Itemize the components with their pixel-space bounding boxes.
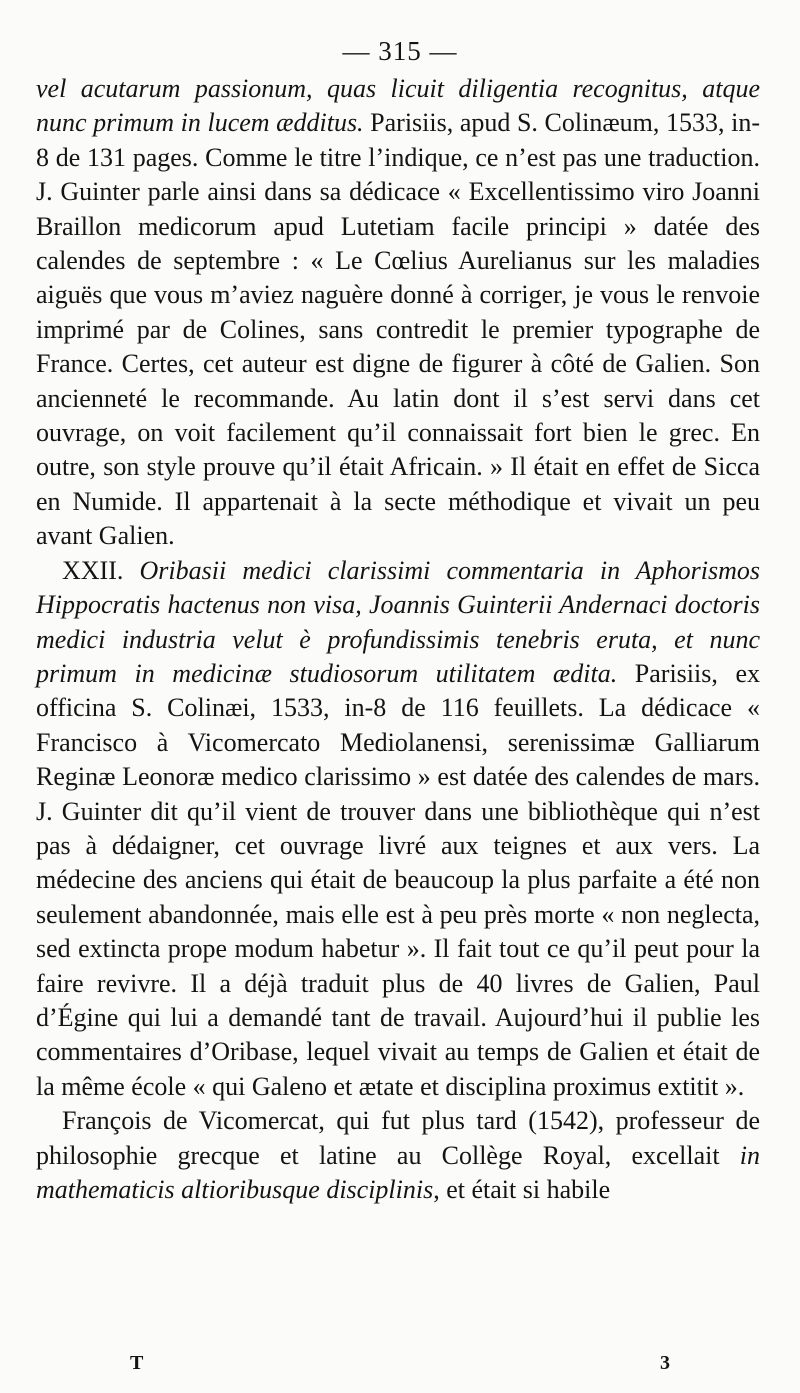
paragraph-oribasius xyxy=(36,554,760,1105)
entry-number: XXII. xyxy=(62,555,140,585)
paragraph-text: , et était si habile xyxy=(433,1175,611,1204)
latin-title-text: Oribasii medici clarissimi commentaria in Aphorismos Hippocratis hactenus non visa, Joannis Guinterii Andernaci doctoris medici industria velut è profundissimis tenebris eruta, et nunc primum in medicinæ studiosorum utilitatem ædita. xyxy=(36,555,760,688)
paragraph-text: Parisiis, ex officina S. Colinæi, 1533, in-8 de 116 feuillets. La dédicace « Francisco à Vicomercato Mediolanensi, serenissimæ Galliarum Reginæ Leonoræ medico clarissimo » est datée des calendes de mars. J. Guinter dit qu’il vient de trouver dans une bibliothèque qui n’est pas à dédaigner, cet ouvrage livré aux teignes et aux vers. La médecine des anciens qui était de beaucoup la plus parfaite a été non seulement abandonnée, mais elle est à peu près morte « non neglecta, sed extincta prope modum habetur ». Il fait tout ce qu’il peut pour la faire revivre. Il a déjà traduit plus de 40 livres de Galien, Paul d’Égine qui lui a demandé tant de travail. Aujourd’hui il publie les commentaires d’Oribase, lequel vivait au temps de Galien et était de la même école « qui Galeno et ætate et disciplina proximus extitit ». xyxy=(36,658,760,1101)
paragraph-coelius xyxy=(36,72,760,554)
latin-phrase-text: in mathematicis altioribusque disciplinis xyxy=(36,1140,760,1204)
body-text xyxy=(36,72,760,1207)
signature-mark-number: 3 xyxy=(660,1352,670,1374)
paragraph-vicomercat xyxy=(36,1104,760,1207)
latin-title-text: vel acutarum passionum, quas licuit diligentia recognitus, atque nunc primum in lucem ædditus. xyxy=(36,74,760,138)
page-number: — 315 — xyxy=(342,36,458,66)
paragraph-text: François de Vicomercat, qui fut plus tard (1542), professeur de philosophie grecque et latine au Collège Royal, excellait xyxy=(36,1106,760,1170)
paragraph-text: Parisiis, apud S. Colinæum, 1533, in-8 de 131 pages. Comme le titre l’indique, ce n’est pas une traduction. J. Guinter parle ainsi dans sa dédicace « Excellentissimo viro Joanni Braillon medicorum apud Lutetiam facile principi » datée des calendes de septembre : « Le Cœlius Aurelianus sur les maladies aiguës que vous m’aviez naguère donné à corriger, je vous le renvoie imprimé par de Colines, sans contredit le premier typographe de France. Certes, cet auteur est digne de figurer à côté de Galien. Son ancienneté le recommande. Au latin dont il s’est servi dans cet ouvrage, on voit facilement qu’il connaissait fort bien le grec. En outre, son style prouve qu’il était Africain. » Il était en effet de Sicca en Numide. Il appartenait à la secte méthodique et vivait un peu avant Galien. xyxy=(36,108,760,551)
signature-mark-letter: T xyxy=(130,1352,144,1374)
